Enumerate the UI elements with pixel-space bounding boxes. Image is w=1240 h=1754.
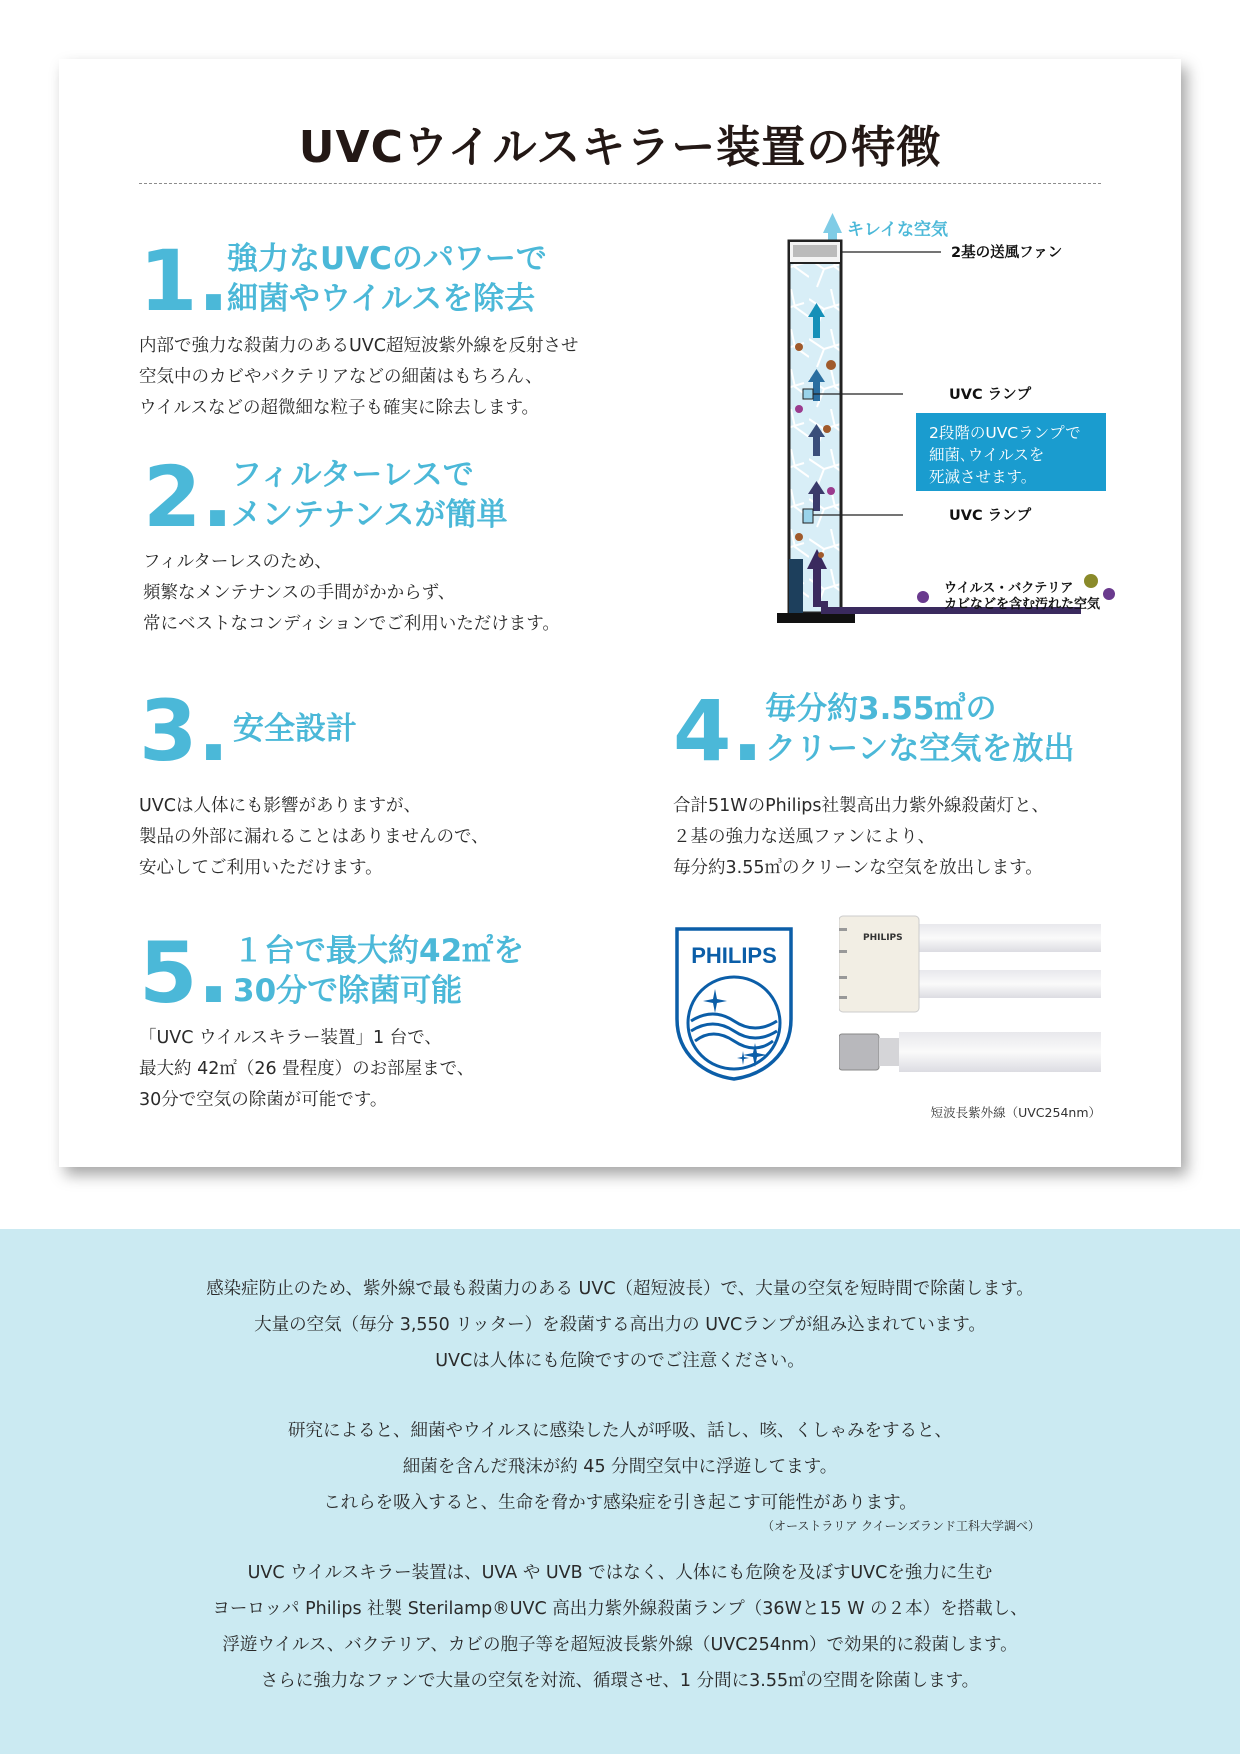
feature-number: 1. — [139, 232, 230, 330]
uvc-lamp-bottom-icon — [803, 509, 813, 523]
feature-heading: 毎分約3.55㎥の クリーンな空気を放出 — [765, 691, 1075, 767]
info-para1-line2: 大量の空気（毎分 3,550 リッター）を殺菌する高出力の UVCランプが組み込まれています。 — [254, 1315, 986, 1335]
feature-number: 2. — [143, 448, 234, 546]
uvc-lamps-image — [839, 914, 1101, 1094]
info-para3-line3: 浮遊ウイルス、バクテリア、カビの胞子等を超短波長紫外線（UVC254nm）で効果的に殺菌します。 — [222, 1635, 1018, 1655]
feature-heading: フィルターレスで メンテナンスが簡単 — [231, 457, 508, 533]
feature-body: 「UVC ウイルスキラー装置」1 台で、 最大約 42㎡（26 畳程度）のお部屋まで、 30分で空気の除菌が可能です。 — [139, 1028, 475, 1110]
feature-body: UVCは人体にも影響がありますが、 製品の外部に漏れることはありませんので、 安心してご利用いただけます。 — [139, 796, 489, 878]
info-para1-line3: UVCは人体にも危険ですのでご注意ください。 — [435, 1351, 805, 1371]
info-para3-line1: UVC ウイルスキラー装置は、UVA や UVB ではなく、人体にも危険を及ぼすUVCを強力に生む — [247, 1563, 993, 1583]
info-source: （オーストラリア クイーンズランド工科大学調べ） — [761, 1519, 1040, 1533]
lamp-caption: 短波長紫外線（UVC254nm） — [930, 1105, 1101, 1120]
info-section — [0, 1229, 1240, 1754]
feature-number: 5. — [139, 924, 230, 1022]
feature-card — [59, 59, 1181, 1167]
dirty-air-label-2: カビなどを含む汚れた空気 — [944, 597, 1101, 612]
feature-heading: 安全設計 — [233, 711, 357, 747]
title-divider — [139, 183, 1101, 184]
info-para3-line2: ヨーロッパ Philips 社製 Sterilamp®UVC 高出力紫外線殺菌ランプ（36Wと15 W の２本）を搭載し、 — [212, 1599, 1028, 1619]
feature-body: 内部で強力な殺菌力のあるUVC超短波紫外線を反射させ 空気中のカビやバクテリアなどの細菌はもちろん、 ウイルスなどの超微細な粒子も確実に除去します。 — [139, 336, 579, 418]
fan-label: 2基の送風ファン — [951, 245, 1063, 261]
info-para2-line3: これらを吸入すると、生命を脅かす感染症を引き起こす可能性があります。 — [323, 1493, 917, 1513]
lamp-brand-label: PHILIPS — [863, 933, 903, 943]
info-para2-line2: 細菌を含んだ飛沫が約 45 分間空気中に浮遊してます。 — [402, 1457, 838, 1477]
uvc-lamp-top-icon — [803, 389, 813, 399]
philips-logo — [673, 927, 795, 1081]
info-para2-line1: 研究によると、細菌やウイルスに感染した人が呼吸、話し、咳、くしゃみをすると、 — [288, 1421, 952, 1441]
device-diagram — [769, 209, 1139, 639]
feature-heading: 強力なUVCのパワーで 細菌やウイルスを除去 — [227, 241, 547, 317]
feature-heading: １台で最大約42㎡を 30分で除菌可能 — [233, 933, 525, 1009]
feature-number: 4. — [673, 682, 764, 780]
uvc-lamp-bottom-label: UVC ランプ — [949, 508, 1032, 524]
dirty-air-label-1: ウイルス・バクテリア — [944, 581, 1074, 596]
feature-number: 3. — [139, 682, 230, 780]
callout-line-1: 2段階のUVCランプで — [929, 424, 1081, 442]
info-para3-line4: さらに強力なファンで大量の空気を対流、循環させ、1 分間に3.55㎥の空間を除菌します。 — [260, 1671, 980, 1691]
feature-body: フィルターレスのため、 頻繁なメンテナンスの手間がかからず、 常にベストなコンディションでご利用いただけます。 — [143, 552, 560, 634]
page-title: UVCウイルスキラー装置の特徴 — [298, 122, 942, 173]
clean-air-label: キレイな空気 — [847, 220, 948, 240]
info-para1-line1: 感染症防止のため、紫外線で最も殺菌力のある UVC（超短波長）で、大量の空気を短時間で除菌します。 — [206, 1279, 1034, 1299]
feature-body: 合計51WのPhilips社製高出力紫外線殺菌灯と、 ２基の強力な送風ファンにより、 毎分約3.55㎥のクリーンな空気を放出します。 — [673, 796, 1050, 878]
callout-line-2: 細菌､ウイルスを — [929, 446, 1045, 464]
philips-wordmark: PHILIPS — [691, 943, 777, 968]
callout-line-3: 死滅させます。 — [929, 468, 1037, 486]
uvc-lamp-top-label: UVC ランプ — [949, 387, 1032, 403]
